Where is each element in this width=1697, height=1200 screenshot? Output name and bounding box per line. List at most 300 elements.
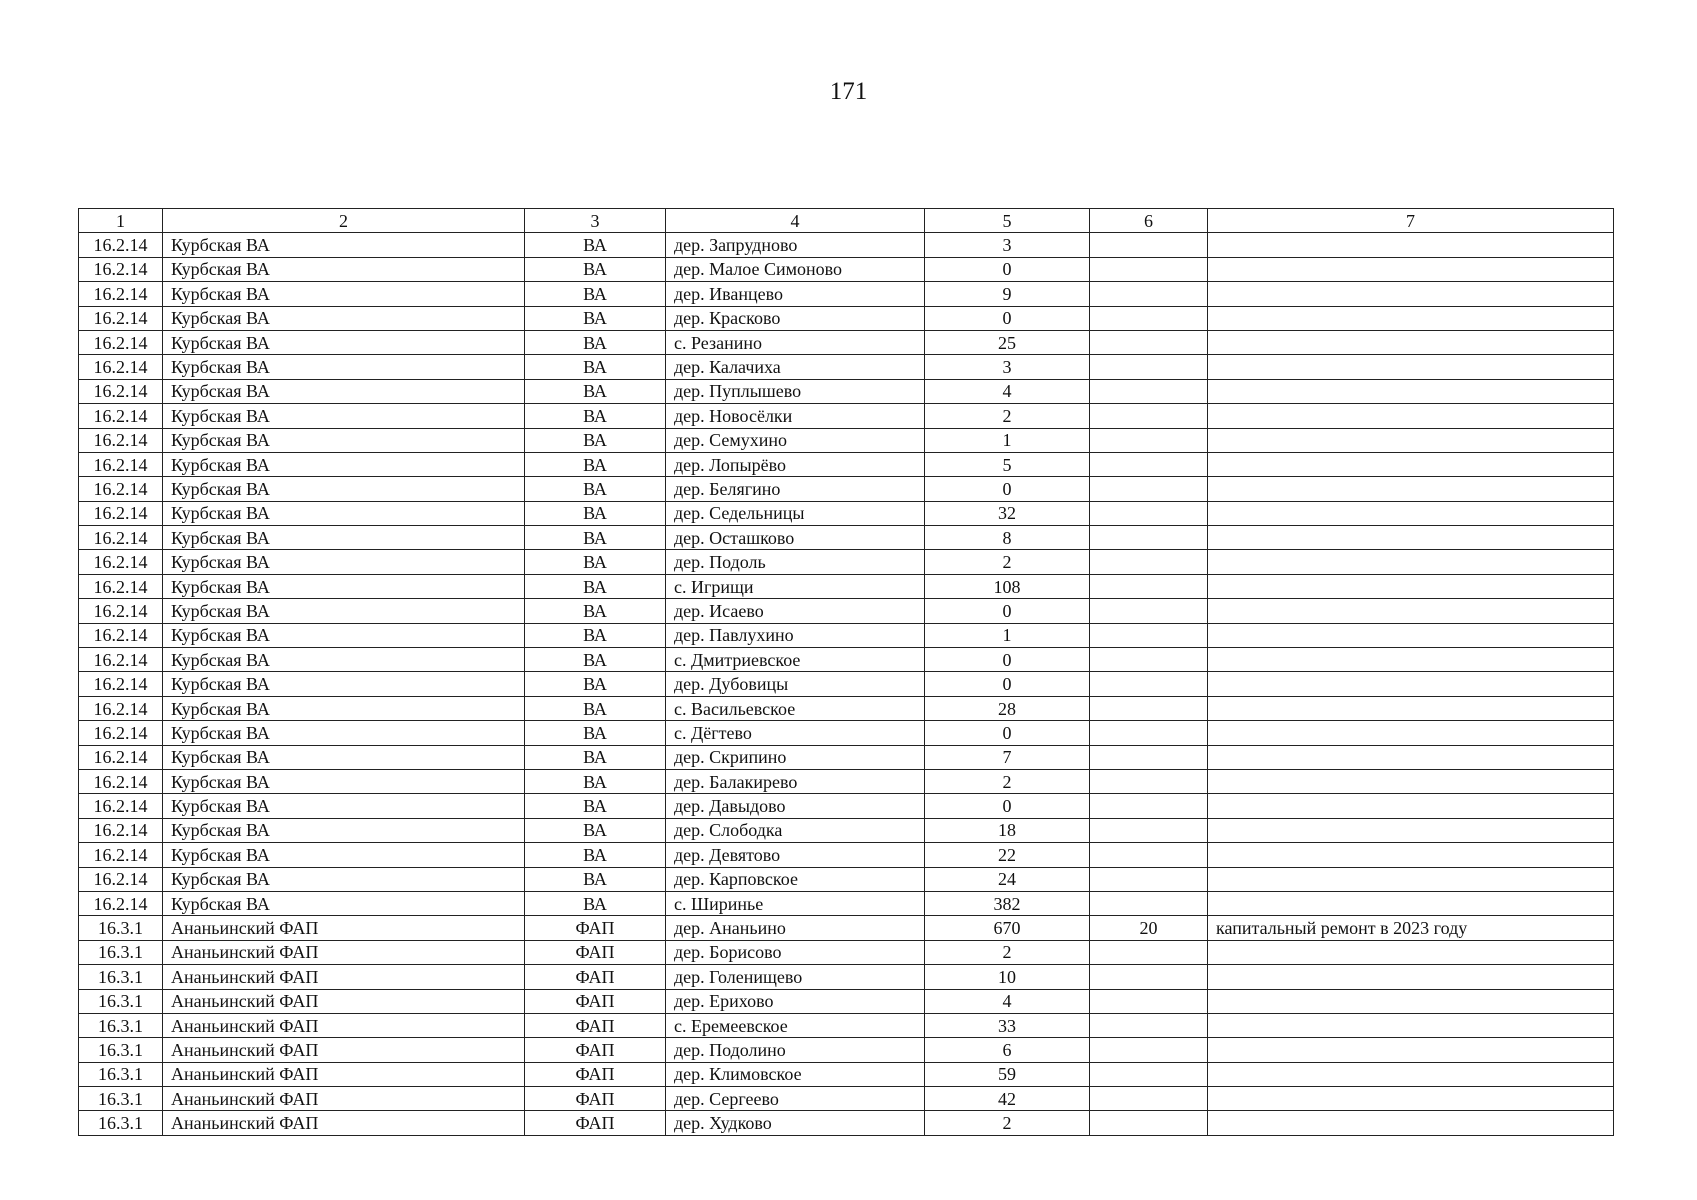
cell-col6 [1090, 794, 1208, 818]
cell-type: ФАП [525, 1038, 666, 1062]
cell-type: ВА [525, 867, 666, 891]
cell-facility: Курбская ВА [163, 282, 525, 306]
cell-type: ВА [525, 477, 666, 501]
cell-facility: Курбская ВА [163, 867, 525, 891]
cell-note [1208, 965, 1614, 989]
cell-facility: Курбская ВА [163, 794, 525, 818]
cell-population: 42 [925, 1087, 1090, 1111]
cell-settlement: с. Игрищи [666, 574, 925, 598]
cell-population: 9 [925, 282, 1090, 306]
cell-type: ВА [525, 843, 666, 867]
cell-settlement: с. Еремеевское [666, 1013, 925, 1037]
cell-settlement: дер. Балакирево [666, 769, 925, 793]
table-row [79, 599, 1614, 623]
cell-settlement: дер. Дубовицы [666, 672, 925, 696]
cell-settlement: дер. Седельницы [666, 501, 925, 525]
cell-facility: Ананьинский ФАП [163, 965, 525, 989]
cell-col6 [1090, 989, 1208, 1013]
cell-type: ВА [525, 379, 666, 403]
cell-note [1208, 891, 1614, 915]
cell-population: 18 [925, 818, 1090, 842]
cell-facility: Курбская ВА [163, 672, 525, 696]
cell-facility: Курбская ВА [163, 891, 525, 915]
cell-population: 1 [925, 623, 1090, 647]
cell-number: 16.2.14 [79, 843, 163, 867]
cell-facility: Ананьинский ФАП [163, 916, 525, 940]
cell-type: ВА [525, 428, 666, 452]
cell-population: 0 [925, 599, 1090, 623]
table-row [79, 306, 1614, 330]
cell-type: ВА [525, 330, 666, 354]
cell-population: 24 [925, 867, 1090, 891]
cell-col6 [1090, 648, 1208, 672]
cell-population: 0 [925, 721, 1090, 745]
table-header [79, 209, 1614, 233]
cell-note [1208, 574, 1614, 598]
table-row [79, 818, 1614, 842]
cell-population: 2 [925, 769, 1090, 793]
table-row [79, 672, 1614, 696]
cell-note [1208, 843, 1614, 867]
cell-col6 [1090, 526, 1208, 550]
cell-population: 0 [925, 672, 1090, 696]
table-row [79, 843, 1614, 867]
cell-population: 4 [925, 989, 1090, 1013]
cell-note [1208, 1062, 1614, 1086]
column-header: 2 [163, 209, 525, 233]
cell-type: ВА [525, 526, 666, 550]
cell-type: ВА [525, 794, 666, 818]
cell-note [1208, 794, 1614, 818]
cell-population: 0 [925, 794, 1090, 818]
cell-facility: Курбская ВА [163, 769, 525, 793]
cell-type: ФАП [525, 1013, 666, 1037]
cell-col6 [1090, 721, 1208, 745]
cell-col6 [1090, 1062, 1208, 1086]
cell-type: ВА [525, 574, 666, 598]
table-row [79, 965, 1614, 989]
table-row [79, 1013, 1614, 1037]
cell-number: 16.2.14 [79, 648, 163, 672]
cell-facility: Курбская ВА [163, 477, 525, 501]
cell-population: 8 [925, 526, 1090, 550]
table-row [79, 452, 1614, 476]
table-row [79, 1087, 1614, 1111]
cell-note [1208, 501, 1614, 525]
cell-settlement: дер. Новосёлки [666, 404, 925, 428]
cell-type: ВА [525, 282, 666, 306]
cell-col6 [1090, 769, 1208, 793]
cell-facility: Курбская ВА [163, 550, 525, 574]
cell-population: 10 [925, 965, 1090, 989]
table-row [79, 916, 1614, 940]
cell-number: 16.2.14 [79, 867, 163, 891]
cell-population: 7 [925, 745, 1090, 769]
cell-col6 [1090, 452, 1208, 476]
cell-population: 32 [925, 501, 1090, 525]
cell-population: 670 [925, 916, 1090, 940]
cell-type: ФАП [525, 940, 666, 964]
cell-note [1208, 404, 1614, 428]
cell-col6 [1090, 745, 1208, 769]
cell-number: 16.2.14 [79, 282, 163, 306]
cell-population: 2 [925, 550, 1090, 574]
table-row [79, 721, 1614, 745]
table-row [79, 769, 1614, 793]
cell-type: ВА [525, 891, 666, 915]
cell-population: 3 [925, 355, 1090, 379]
table-row [79, 1038, 1614, 1062]
cell-col6 [1090, 965, 1208, 989]
cell-facility: Курбская ВА [163, 501, 525, 525]
cell-facility: Курбская ВА [163, 818, 525, 842]
cell-number: 16.2.14 [79, 257, 163, 281]
cell-note: капитальный ремонт в 2023 году [1208, 916, 1614, 940]
cell-type: ФАП [525, 1087, 666, 1111]
cell-col6 [1090, 843, 1208, 867]
cell-population: 6 [925, 1038, 1090, 1062]
cell-settlement: дер. Пуплышево [666, 379, 925, 403]
column-header: 3 [525, 209, 666, 233]
cell-population: 22 [925, 843, 1090, 867]
cell-settlement: дер. Калачиха [666, 355, 925, 379]
cell-note [1208, 721, 1614, 745]
cell-settlement: дер. Подолино [666, 1038, 925, 1062]
cell-type: ФАП [525, 1062, 666, 1086]
table-row [79, 526, 1614, 550]
cell-col6 [1090, 574, 1208, 598]
cell-note [1208, 623, 1614, 647]
cell-settlement: дер. Климовское [666, 1062, 925, 1086]
cell-note [1208, 1038, 1614, 1062]
cell-note [1208, 599, 1614, 623]
cell-col6 [1090, 282, 1208, 306]
cell-col6 [1090, 623, 1208, 647]
cell-note [1208, 818, 1614, 842]
cell-facility: Курбская ВА [163, 623, 525, 647]
cell-facility: Курбская ВА [163, 379, 525, 403]
cell-number: 16.3.1 [79, 1111, 163, 1135]
cell-type: ВА [525, 257, 666, 281]
cell-type: ФАП [525, 989, 666, 1013]
cell-number: 16.2.14 [79, 891, 163, 915]
cell-settlement: дер. Сергеево [666, 1087, 925, 1111]
table-row [79, 989, 1614, 1013]
cell-number: 16.2.14 [79, 672, 163, 696]
cell-note [1208, 867, 1614, 891]
cell-col6 [1090, 867, 1208, 891]
cell-population: 0 [925, 477, 1090, 501]
cell-number: 16.2.14 [79, 233, 163, 257]
cell-settlement: дер. Слободка [666, 818, 925, 842]
cell-type: ВА [525, 306, 666, 330]
cell-type: ВА [525, 599, 666, 623]
cell-facility: Ананьинский ФАП [163, 989, 525, 1013]
cell-number: 16.2.14 [79, 428, 163, 452]
cell-note [1208, 379, 1614, 403]
cell-note [1208, 355, 1614, 379]
cell-population: 0 [925, 648, 1090, 672]
cell-facility: Ананьинский ФАП [163, 1087, 525, 1111]
cell-col6 [1090, 696, 1208, 720]
cell-number: 16.3.1 [79, 940, 163, 964]
cell-facility: Ананьинский ФАП [163, 1111, 525, 1135]
cell-col6 [1090, 501, 1208, 525]
cell-note [1208, 233, 1614, 257]
cell-col6 [1090, 477, 1208, 501]
table-row [79, 501, 1614, 525]
table-row [79, 623, 1614, 647]
cell-col6 [1090, 1111, 1208, 1135]
cell-population: 2 [925, 1111, 1090, 1135]
cell-number: 16.3.1 [79, 1062, 163, 1086]
cell-facility: Курбская ВА [163, 696, 525, 720]
cell-note [1208, 257, 1614, 281]
cell-settlement: дер. Белягино [666, 477, 925, 501]
cell-note [1208, 745, 1614, 769]
cell-settlement: дер. Скрипино [666, 745, 925, 769]
cell-facility: Курбская ВА [163, 428, 525, 452]
cell-population: 59 [925, 1062, 1090, 1086]
cell-number: 16.2.14 [79, 477, 163, 501]
cell-note [1208, 330, 1614, 354]
table-row [79, 891, 1614, 915]
cell-settlement: дер. Подоль [666, 550, 925, 574]
table-row [79, 282, 1614, 306]
cell-facility: Курбская ВА [163, 745, 525, 769]
cell-col6 [1090, 379, 1208, 403]
cell-number: 16.2.14 [79, 355, 163, 379]
cell-population: 0 [925, 306, 1090, 330]
table-row [79, 940, 1614, 964]
cell-population: 108 [925, 574, 1090, 598]
cell-number: 16.2.14 [79, 330, 163, 354]
cell-facility: Курбская ВА [163, 599, 525, 623]
cell-facility: Ананьинский ФАП [163, 1062, 525, 1086]
column-header: 1 [79, 209, 163, 233]
cell-number: 16.2.14 [79, 818, 163, 842]
cell-type: ВА [525, 818, 666, 842]
cell-settlement: дер. Ананьино [666, 916, 925, 940]
cell-facility: Ананьинский ФАП [163, 1038, 525, 1062]
cell-col6 [1090, 550, 1208, 574]
cell-facility: Курбская ВА [163, 721, 525, 745]
cell-number: 16.3.1 [79, 916, 163, 940]
cell-number: 16.2.14 [79, 721, 163, 745]
table-row [79, 233, 1614, 257]
cell-settlement: дер. Осташково [666, 526, 925, 550]
cell-number: 16.2.14 [79, 550, 163, 574]
cell-number: 16.3.1 [79, 1038, 163, 1062]
cell-facility: Курбская ВА [163, 526, 525, 550]
cell-col6 [1090, 257, 1208, 281]
cell-facility: Курбская ВА [163, 233, 525, 257]
cell-col6 [1090, 599, 1208, 623]
cell-settlement: дер. Красково [666, 306, 925, 330]
table-row [79, 1111, 1614, 1135]
cell-settlement: с. Дмитриевское [666, 648, 925, 672]
cell-settlement: дер. Худково [666, 1111, 925, 1135]
cell-col6 [1090, 940, 1208, 964]
cell-facility: Курбская ВА [163, 330, 525, 354]
cell-type: ФАП [525, 916, 666, 940]
cell-type: ВА [525, 721, 666, 745]
table-row [79, 404, 1614, 428]
cell-note [1208, 550, 1614, 574]
cell-note [1208, 477, 1614, 501]
cell-type: ВА [525, 501, 666, 525]
cell-col6 [1090, 891, 1208, 915]
cell-facility: Курбская ВА [163, 306, 525, 330]
cell-facility: Ананьинский ФАП [163, 940, 525, 964]
column-header: 6 [1090, 209, 1208, 233]
cell-settlement: дер. Малое Симоново [666, 257, 925, 281]
cell-settlement: с. Ширинье [666, 891, 925, 915]
cell-number: 16.2.14 [79, 769, 163, 793]
cell-number: 16.2.14 [79, 745, 163, 769]
cell-type: ВА [525, 769, 666, 793]
column-header: 5 [925, 209, 1090, 233]
cell-settlement: с. Дёгтево [666, 721, 925, 745]
cell-col6 [1090, 672, 1208, 696]
cell-population: 2 [925, 404, 1090, 428]
cell-number: 16.2.14 [79, 501, 163, 525]
cell-settlement: с. Резанино [666, 330, 925, 354]
cell-type: ФАП [525, 965, 666, 989]
cell-type: ВА [525, 696, 666, 720]
table-row [79, 794, 1614, 818]
cell-col6 [1090, 1038, 1208, 1062]
cell-facility: Курбская ВА [163, 452, 525, 476]
cell-population: 4 [925, 379, 1090, 403]
cell-note [1208, 648, 1614, 672]
cell-col6 [1090, 233, 1208, 257]
cell-number: 16.3.1 [79, 989, 163, 1013]
cell-note [1208, 769, 1614, 793]
table-row [79, 379, 1614, 403]
cell-population: 5 [925, 452, 1090, 476]
cell-note [1208, 1013, 1614, 1037]
cell-note [1208, 1111, 1614, 1135]
cell-number: 16.2.14 [79, 623, 163, 647]
cell-facility: Курбская ВА [163, 648, 525, 672]
cell-number: 16.3.1 [79, 965, 163, 989]
cell-type: ВА [525, 672, 666, 696]
cell-type: ВА [525, 745, 666, 769]
table-row [79, 257, 1614, 281]
facility-table [78, 208, 1614, 1136]
table-row [79, 696, 1614, 720]
cell-facility: Ананьинский ФАП [163, 1013, 525, 1037]
column-header: 4 [666, 209, 925, 233]
cell-number: 16.2.14 [79, 306, 163, 330]
cell-facility: Курбская ВА [163, 257, 525, 281]
table-row [79, 428, 1614, 452]
cell-type: ВА [525, 233, 666, 257]
cell-note [1208, 306, 1614, 330]
cell-type: ВА [525, 648, 666, 672]
cell-settlement: дер. Девятово [666, 843, 925, 867]
cell-settlement: дер. Иванцево [666, 282, 925, 306]
cell-number: 16.2.14 [79, 404, 163, 428]
column-header: 7 [1208, 209, 1614, 233]
cell-col6 [1090, 1013, 1208, 1037]
cell-number: 16.2.14 [79, 599, 163, 623]
cell-facility: Курбская ВА [163, 843, 525, 867]
cell-number: 16.2.14 [79, 794, 163, 818]
cell-population: 0 [925, 257, 1090, 281]
cell-type: ВА [525, 550, 666, 574]
cell-note [1208, 1087, 1614, 1111]
table-row [79, 477, 1614, 501]
cell-note [1208, 989, 1614, 1013]
cell-population: 3 [925, 233, 1090, 257]
cell-settlement: дер. Павлухино [666, 623, 925, 647]
cell-note [1208, 526, 1614, 550]
cell-number: 16.2.14 [79, 696, 163, 720]
cell-settlement: дер. Семухино [666, 428, 925, 452]
cell-col6 [1090, 428, 1208, 452]
table-row [79, 648, 1614, 672]
cell-note [1208, 672, 1614, 696]
cell-col6 [1090, 818, 1208, 842]
cell-settlement: дер. Давыдово [666, 794, 925, 818]
cell-population: 33 [925, 1013, 1090, 1037]
cell-note [1208, 428, 1614, 452]
cell-type: ВА [525, 623, 666, 647]
cell-note [1208, 282, 1614, 306]
table-row [79, 1062, 1614, 1086]
cell-number: 16.2.14 [79, 526, 163, 550]
cell-col6 [1090, 330, 1208, 354]
cell-type: ВА [525, 452, 666, 476]
cell-settlement: дер. Ерихово [666, 989, 925, 1013]
cell-col6 [1090, 1087, 1208, 1111]
cell-number: 16.2.14 [79, 452, 163, 476]
cell-facility: Курбская ВА [163, 574, 525, 598]
cell-facility: Курбская ВА [163, 404, 525, 428]
cell-col6: 20 [1090, 916, 1208, 940]
table-row [79, 574, 1614, 598]
table-row [79, 867, 1614, 891]
cell-note [1208, 940, 1614, 964]
cell-settlement: дер. Исаево [666, 599, 925, 623]
header-row [79, 209, 1614, 233]
cell-col6 [1090, 355, 1208, 379]
cell-population: 2 [925, 940, 1090, 964]
table-body [79, 233, 1614, 1135]
cell-settlement: с. Васильевское [666, 696, 925, 720]
cell-type: ВА [525, 355, 666, 379]
cell-population: 28 [925, 696, 1090, 720]
cell-col6 [1090, 404, 1208, 428]
cell-population: 382 [925, 891, 1090, 915]
cell-number: 16.3.1 [79, 1013, 163, 1037]
cell-settlement: дер. Лопырёво [666, 452, 925, 476]
cell-number: 16.3.1 [79, 1087, 163, 1111]
cell-number: 16.2.14 [79, 574, 163, 598]
table-row [79, 550, 1614, 574]
cell-population: 25 [925, 330, 1090, 354]
cell-settlement: дер. Карповское [666, 867, 925, 891]
cell-population: 1 [925, 428, 1090, 452]
cell-note [1208, 452, 1614, 476]
cell-settlement: дер. Голенищево [666, 965, 925, 989]
cell-settlement: дер. Запрудново [666, 233, 925, 257]
table-row [79, 330, 1614, 354]
table-row [79, 745, 1614, 769]
cell-type: ФАП [525, 1111, 666, 1135]
